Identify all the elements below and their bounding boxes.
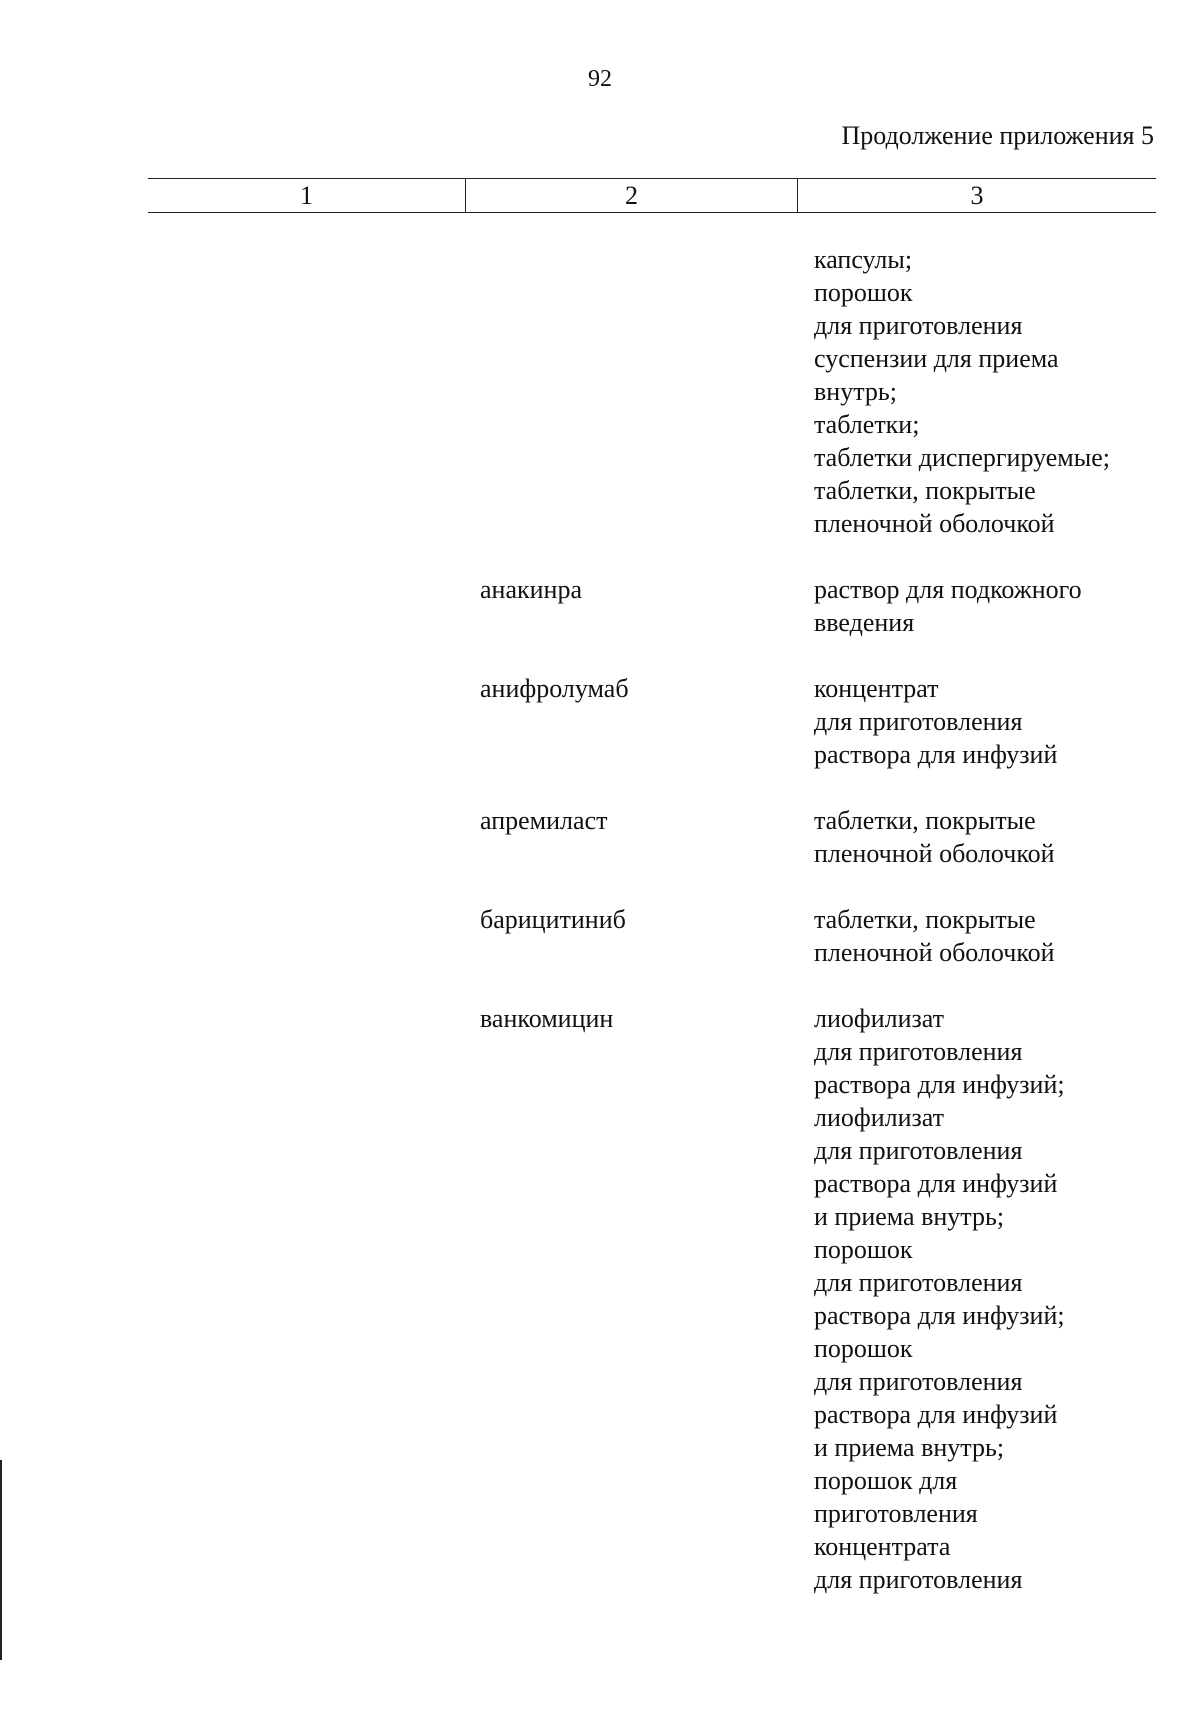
dosage-form-line: таблетки, покрытые bbox=[814, 806, 1036, 835]
cell-group bbox=[148, 243, 466, 540]
dosage-form-line: раствора для инфузий bbox=[814, 1169, 1058, 1198]
dosage-form-line: для приготовления bbox=[814, 311, 1023, 340]
dosage-form-line: введения bbox=[814, 608, 915, 637]
dosage-form-line: для приготовления bbox=[814, 1268, 1023, 1297]
table-row bbox=[148, 804, 1156, 870]
dosage-form-line: лиофилизат bbox=[814, 1103, 945, 1132]
table-header-row bbox=[148, 178, 1156, 213]
cell-group bbox=[148, 672, 466, 771]
header-cell-3: 3 bbox=[970, 181, 984, 210]
cell-drug-name: анифролумаб bbox=[480, 674, 629, 703]
dosage-form-line: и приема внутрь; bbox=[814, 1433, 1005, 1462]
cell-group bbox=[148, 804, 466, 870]
dosage-form-line: суспензии для приема bbox=[814, 344, 1059, 373]
dosage-form-line: раствора для инфузий; bbox=[814, 1301, 1065, 1330]
dosage-form-line: раствора для инфузий bbox=[814, 1400, 1058, 1429]
cell-dosage-forms bbox=[798, 1002, 1156, 1596]
dosage-form-line: пленочной оболочкой bbox=[814, 839, 1055, 868]
cell-dosage-forms bbox=[798, 903, 1156, 969]
dosage-form-line: внутрь; bbox=[814, 377, 897, 406]
dosage-form-line: порошок для bbox=[814, 1466, 958, 1495]
cell-drug-name: анакинра bbox=[480, 575, 582, 604]
dosage-form-line: концентрата bbox=[814, 1532, 951, 1561]
dosage-form-line: пленочной оболочкой bbox=[814, 938, 1055, 967]
scan-edge-mark bbox=[0, 1460, 2, 1660]
cell-drug-name: барицитиниб bbox=[480, 905, 626, 934]
dosage-form-line: пленочной оболочкой bbox=[814, 509, 1055, 538]
dosage-form-line: для приготовления bbox=[814, 707, 1023, 736]
header-cell-1: 1 bbox=[148, 179, 466, 212]
table-row bbox=[148, 672, 1156, 771]
dosage-form-line: таблетки, покрытые bbox=[814, 905, 1036, 934]
dosage-form-line: порошок bbox=[814, 1334, 913, 1363]
dosage-form-line: для приготовления bbox=[814, 1565, 1023, 1594]
dosage-form-line: таблетки; bbox=[814, 410, 920, 439]
table-row bbox=[148, 243, 1156, 540]
table-row bbox=[148, 1002, 1156, 1596]
dosage-form-line: для приготовления bbox=[814, 1136, 1023, 1165]
cell-dosage-forms bbox=[798, 243, 1156, 540]
dosage-form-line: таблетки диспергируемые; bbox=[814, 443, 1110, 472]
continuation-label: Продолжение приложения 5 bbox=[841, 121, 1154, 150]
header-cell-2: 2 bbox=[466, 179, 798, 212]
page-number: 92 bbox=[588, 66, 612, 92]
dosage-form-line: приготовления bbox=[814, 1499, 978, 1528]
cell-dosage-forms bbox=[798, 672, 1156, 771]
dosage-form-line: и приема внутрь; bbox=[814, 1202, 1005, 1231]
cell-dosage-forms bbox=[798, 804, 1156, 870]
cell-drug-name: апремиласт bbox=[480, 806, 608, 835]
dosage-form-line: раствор для подкожного bbox=[814, 575, 1082, 604]
dosage-form-line: концентрат bbox=[814, 674, 939, 703]
dosage-form-line: для приготовления bbox=[814, 1037, 1023, 1066]
dosage-form-line: для приготовления bbox=[814, 1367, 1023, 1396]
dosage-form-line: порошок bbox=[814, 278, 913, 307]
table-row bbox=[148, 903, 1156, 969]
cell-dosage-forms bbox=[798, 573, 1156, 639]
cell-drug-name bbox=[466, 243, 798, 540]
cell-group bbox=[148, 573, 466, 639]
dosage-form-line: лиофилизат bbox=[814, 1004, 945, 1033]
dosage-form-line: раствора для инфузий bbox=[814, 740, 1058, 769]
dosage-form-line: таблетки, покрытые bbox=[814, 476, 1036, 505]
table-body bbox=[148, 243, 1156, 1629]
dosage-form-line: капсулы; bbox=[814, 245, 913, 274]
dosage-form-line: раствора для инфузий; bbox=[814, 1070, 1065, 1099]
cell-drug-name: ванкомицин bbox=[480, 1004, 614, 1033]
cell-group bbox=[148, 903, 466, 969]
cell-group bbox=[148, 1002, 466, 1596]
dosage-form-line: порошок bbox=[814, 1235, 913, 1264]
table-row bbox=[148, 573, 1156, 639]
